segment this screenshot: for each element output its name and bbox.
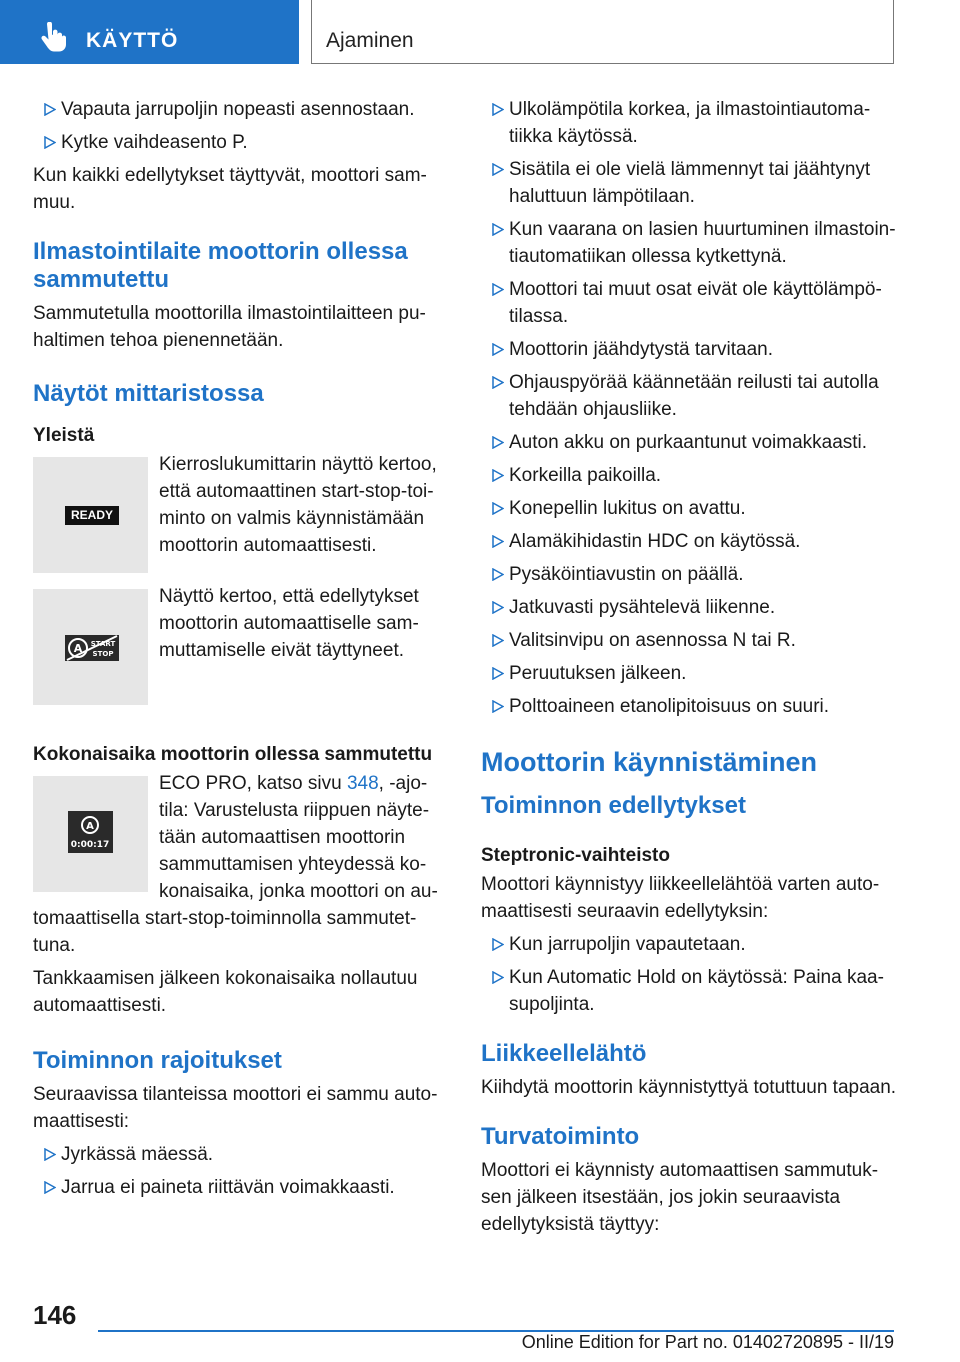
edition-note: Online Edition for Part no. 01402720895 - II/19 (521, 1332, 894, 1352)
heading-climate: Ilmastointilaite moottorin ollessa sammutettu (33, 238, 408, 293)
total-time-display-image (33, 776, 148, 892)
paragraph: Moottori käynnistyy liikkeellelähtöä varten automaattisesti seuraavin edellytyksin: (481, 874, 880, 922)
section-header (311, 0, 894, 64)
svg-text:A: A (73, 642, 83, 655)
section-title: Ajaminen (326, 29, 414, 52)
start-stop-unavailable-image (33, 589, 148, 705)
list-item: Korkeilla paikoilla. (481, 462, 901, 489)
heading-safety: Turvatoiminto (481, 1123, 640, 1150)
list-item: Moottori tai muut osat eivät ole käyttölämpötilassa. (481, 276, 901, 330)
list-item: Kytke vaihdeasento P. (33, 129, 448, 156)
list-item: Jyrkässä mäessä. (33, 1141, 448, 1168)
list-item: Kun jarrupoljin vapautetaan. (481, 931, 901, 958)
heading-general: Yleistä (33, 425, 95, 446)
list-item: Alamäkihidastin HDC on käytössä. (481, 528, 901, 555)
list-item: Peruutuksen jälkeen. (481, 660, 901, 687)
list-item: Ulkolämpötila korkea, ja ilmastointiautomatiikka käytössä. (481, 96, 901, 150)
list-item: Pysäköintiavustin on päällä. (481, 561, 901, 588)
paragraph: Kiihdytä moottorin käynnistyttyä totuttuun tapaan. (481, 1077, 897, 1098)
list-item: Konepellin lukitus on avattu. (481, 495, 901, 522)
heading-limits: Toiminnon rajoitukset (33, 1047, 282, 1074)
page-link[interactable]: 348 (346, 773, 379, 794)
list-item: Kun Automatic Hold on käytössä: Paina kaasupoljinta. (481, 964, 901, 1018)
paragraph: Kun kaikki edellytykset täyttyvät, moottori sammuu. (33, 165, 427, 213)
list-item: Moottorin jäähdytystä tarvitaan. (481, 336, 901, 363)
figure-total-time (33, 770, 448, 959)
list-item: Jatkuvasti pysähtelevä liikenne. (481, 594, 901, 621)
heading-steptronic: Steptronic-vaihteisto (481, 845, 670, 866)
right-column (481, 96, 901, 1238)
page-number: 146 (33, 1300, 77, 1330)
figure-not-ready (33, 583, 448, 729)
auto-start-stop-crossed-icon (33, 589, 148, 705)
auto-start-stop-timer-icon (33, 776, 148, 892)
left-column (33, 96, 448, 1207)
svg-text:A: A (86, 821, 94, 832)
heading-total-time: Kokonaisaika moottorin ollessa sammutettu (33, 744, 433, 765)
chapter-title: KÄYTTÖ (86, 29, 179, 52)
list-item: Valitsinvipu on asennossa N tai R. (481, 627, 901, 654)
svg-text:START: START (90, 640, 116, 648)
paragraph: Moottori ei käynnisty automaattisen sammutuksen jälkeen itsestään, jos jokin seuraavista edellytyksistä täyttyy: (481, 1160, 879, 1235)
list-item: Vapauta jarrupoljin nopeasti asennostaan. (33, 96, 448, 123)
figure-ready (33, 451, 448, 577)
ready-badge: READY (65, 506, 119, 525)
ready-display-image (33, 457, 148, 573)
hand-pointer-icon (40, 22, 66, 52)
heading-engine-start: Moottorin käynnistäminen (481, 747, 818, 777)
list-item: Ohjauspyörää käännetään reilusti tai autolla tehdään ohjausliike. (481, 369, 901, 423)
paragraph: Seuraavissa tilanteissa moottori ei sammu automaattisesti: (33, 1084, 438, 1132)
conditions-list (481, 96, 901, 720)
list-item: Jarrua ei paineta riittävän voimakkaasti. (33, 1174, 448, 1201)
svg-text:STOP: STOP (92, 650, 114, 658)
svg-text:0:00:17: 0:00:17 (70, 840, 110, 850)
list-item: Sisätila ei ole vielä lämmennyt tai jäähtynyt haluttuun lämpötilaan. (481, 156, 901, 210)
heading-displays: Näytöt mittaristossa (33, 380, 264, 407)
paragraph: Tankkaamisen jälkeen kokonaisaika nollautuu automaattisesti. (33, 968, 418, 1016)
heading-requirements: Toiminnon edellytykset (481, 792, 746, 819)
figure-caption: Kierroslukumittarin näyttö kertoo, että automaattinen start-stop-toiminto on valmis käynnistämään moottorin automaattisesti. (159, 454, 437, 556)
heading-drive-off: Liikkeellelähtö (481, 1040, 647, 1067)
list-item: Auton akku on purkaantunut voimakkaasti. (481, 429, 901, 456)
list-item: Polttoaineen etanolipitoisuus on suuri. (481, 693, 901, 720)
figure-caption: Näyttö kertoo, että edellytykset moottorin automaattiselle sammuttamiselle eivät täyttyneet. (159, 586, 419, 661)
figure-caption: ECO PRO, katso sivu 348, -ajotila: Varustelusta riippuen näytetään automaattisen moottorin sammuttamisen yhteydessä kokonaisaika, jonka moottori on automaattisella start-stop-toiminnolla sammutettuna. (33, 773, 438, 956)
chapter-tab (0, 0, 299, 64)
list-item: Kun vaarana on lasien huurtuminen ilmastointiautomatiikan ollessa kytkettynä. (481, 216, 901, 270)
paragraph: Sammutetulla moottorilla ilmastointilaitteen puhaltimen tehoa pienennetään. (33, 303, 426, 351)
